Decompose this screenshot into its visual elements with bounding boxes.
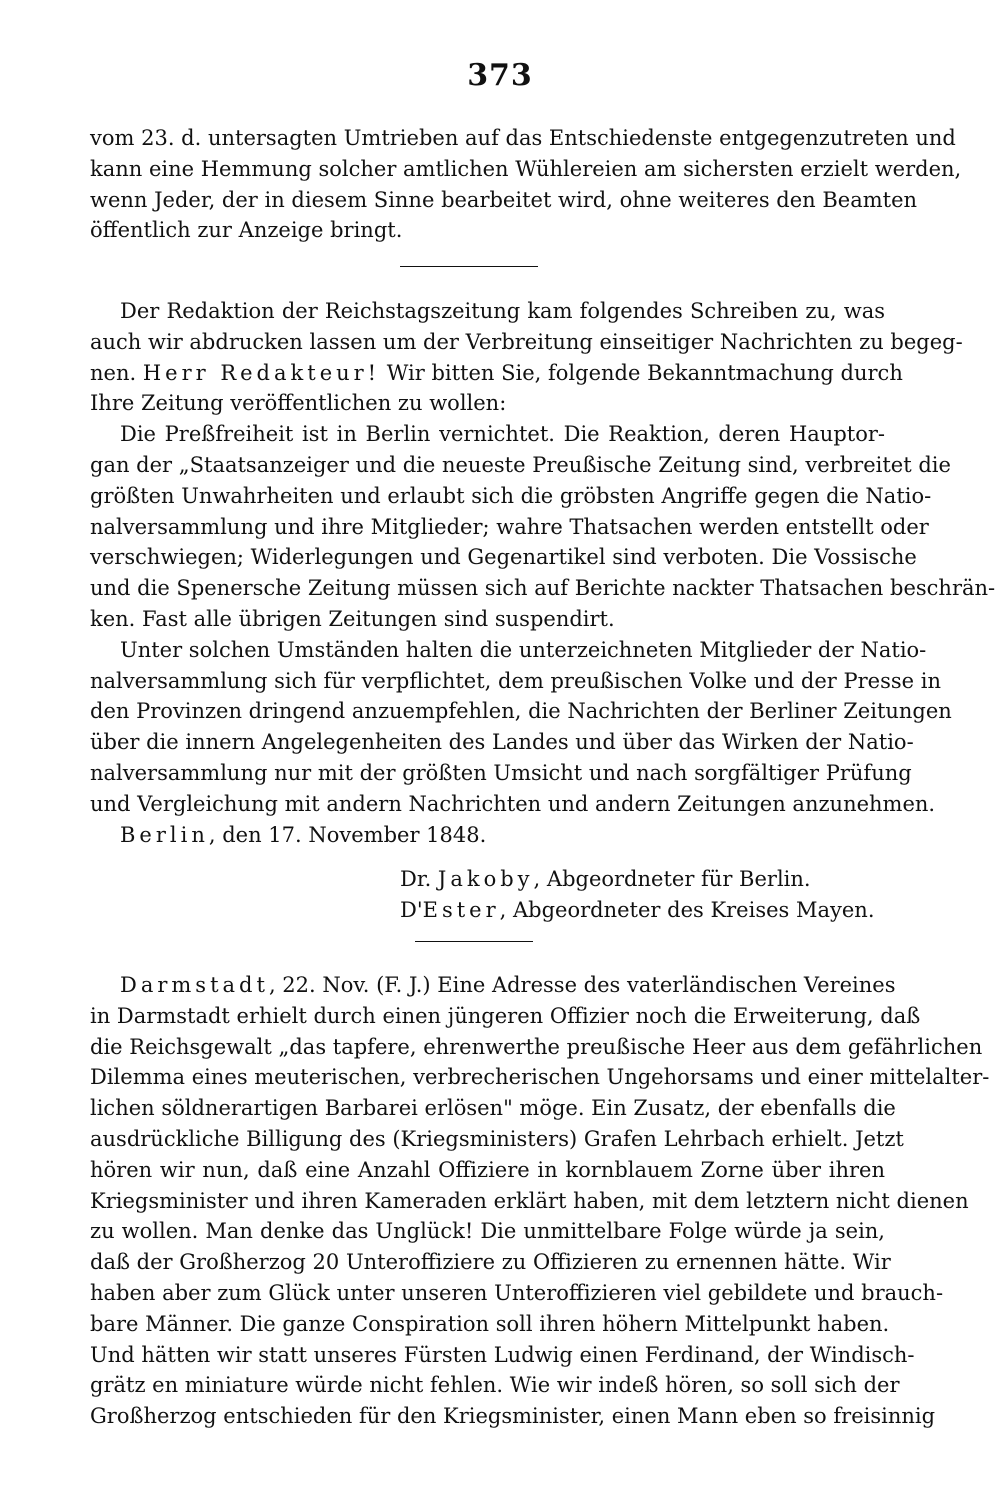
dateline: [90, 820, 885, 851]
text-line: auch wir abdrucken lassen um der Verbreitung einseitiger Nachrichten zu begeg-: [90, 329, 963, 354]
dateline-date: , den 17. November 1848.: [208, 822, 487, 847]
text-line: [90, 970, 896, 1001]
signer-name: Ester: [422, 898, 500, 922]
text-line: daß der Großherzog 20 Unteroffiziere zu Offizieren zu ernennen hätte. Wir: [90, 1250, 891, 1275]
text-line: Großherzog entschieden für den Kriegsminister, einen Mann eben so freisinnig: [90, 1404, 936, 1429]
paragraph-block-2: [90, 296, 996, 850]
text-line: in Darmstadt erhielt durch einen jüngeren Offizier noch die Erweiterung, daß: [90, 1003, 921, 1028]
text-line: [90, 358, 903, 389]
text-line: und die Spenersche Zeitung müssen sich auf Berichte nackter Thatsachen beschrän-: [90, 576, 996, 601]
signer-prefix: D': [400, 898, 423, 922]
text-line: größten Unwahrheiten und erlaubt sich die gröbsten Angriffe gegen die Natio-: [90, 483, 932, 508]
text-line: haben aber zum Glück unter unseren Unteroffizieren viel gebildete und brauch-: [90, 1280, 944, 1305]
text-line: ken. Fast alle übrigen Zeitungen sind suspendirt.: [90, 606, 615, 631]
text-line: Ihre Zeitung veröffentlichen zu wollen:: [90, 391, 507, 416]
text-line: bare Männer. Die ganze Conspiration soll ihren höhern Mittelpunkt haben.: [90, 1311, 890, 1336]
text-line: nalversammlung und ihre Mitglieder; wahre Thatsachen werden entstellt oder: [90, 514, 929, 539]
text-line: die Reichsgewalt „das tapfere, ehrenwerthe preußische Heer aus dem gefährlichen: [90, 1034, 983, 1059]
dateline-place: Darmstadt: [120, 973, 269, 997]
signer-role: , Abgeordneter für Berlin.: [533, 867, 811, 891]
text-line: lichen söldnerartigen Barbarei erlösen" möge. Ein Zusatz, der ebenfalls die: [90, 1096, 896, 1121]
text-line: Unter solchen Umständen halten die unterzeichneten Mitglieder der Natio-: [120, 637, 927, 662]
text-line: wenn Jeder, der in diesem Sinne bearbeitet wird, ohne weiteres den Beamten: [90, 187, 918, 212]
text-line: nalversammlung sich für verpflichtet, dem preußischen Volke und der Presse in: [90, 668, 942, 693]
paragraph-block-3: [90, 970, 990, 1432]
salutation: Herr Redakteur!: [142, 360, 381, 385]
text-line: verschwiegen; Widerlegungen und Gegenartikel sind verboten. Die Vossische: [90, 545, 917, 570]
signer-role: , Abgeordneter des Kreises Mayen.: [499, 898, 875, 922]
text-line: Kriegsminister und ihren Kameraden erklärt haben, mit dem letztern nicht dienen: [90, 1188, 969, 1213]
text-line: zu wollen. Man denke das Unglück! Die unmittelbare Folge würde ja sein,: [90, 1219, 885, 1244]
text-fragment: Wir bitten Sie, folgende Bekanntmachung durch: [380, 360, 903, 385]
dateline-place: Berlin: [120, 822, 209, 847]
text-line: über die innern Angelegenheiten des Landes und über das Wirken der Natio-: [90, 730, 914, 755]
text-line: und Vergleichung mit andern Nachrichten und andern Zeitungen anzunehmen.: [90, 791, 936, 816]
text-line: ausdrückliche Billigung des (Kriegsministers) Grafen Lehrbach erhielt. Jetzt: [90, 1126, 904, 1151]
text-line: grätz en miniature würde nicht fehlen. Wie wir indeß hören, so soll sich der: [90, 1373, 900, 1398]
section-divider: [400, 266, 538, 267]
text-line: Der Redaktion der Reichstagszeitung kam folgendes Schreiben zu, was: [120, 299, 885, 323]
text-line: öffentlich zur Anzeige bringt.: [90, 218, 403, 243]
signer-name: Jakoby: [437, 867, 534, 891]
text-line: Dilemma eines meuterischen, verbrecherischen Ungehorsams und einer mittelalter-: [90, 1065, 990, 1090]
section-divider: [415, 941, 533, 942]
page-number: 373: [467, 58, 533, 93]
paragraph-block-1: [90, 123, 962, 246]
signer-prefix: Dr.: [400, 867, 438, 891]
text-line: hören wir nun, daß eine Anzahl Offiziere in kornblauem Zorne über ihren: [90, 1157, 885, 1182]
text-line: gan der „Staatsanzeiger und die neueste Preußische Zeitung sind, verbreitet die: [90, 452, 951, 477]
text-fragment: nen.: [90, 360, 143, 385]
text-line: Und hätten wir statt unseres Fürsten Ludwig einen Ferdinand, der Windisch-: [90, 1342, 915, 1367]
text-line: den Provinzen dringend anzuempfehlen, die Nachrichten der Berliner Zeitungen: [90, 699, 952, 724]
signature-line: [400, 864, 811, 894]
text-line: nalversammlung nur mit der größten Umsicht und nach sorgfältiger Prüfung: [90, 760, 912, 785]
text-line: kann eine Hemmung solcher amtlichen Wühlereien am sichersten erzielt werden,: [90, 156, 962, 181]
text-line: vom 23. d. untersagten Umtrieben auf das Entschiedenste entgegenzutreten und: [90, 126, 956, 150]
signature-line: [400, 895, 875, 925]
text-fragment: , 22. Nov. (F. J.) Eine Adresse des vaterländischen Vereines: [268, 973, 896, 997]
text-line: Die Preßfreiheit ist in Berlin vernichtet. Die Reaktion, deren Hauptor-: [120, 422, 885, 447]
